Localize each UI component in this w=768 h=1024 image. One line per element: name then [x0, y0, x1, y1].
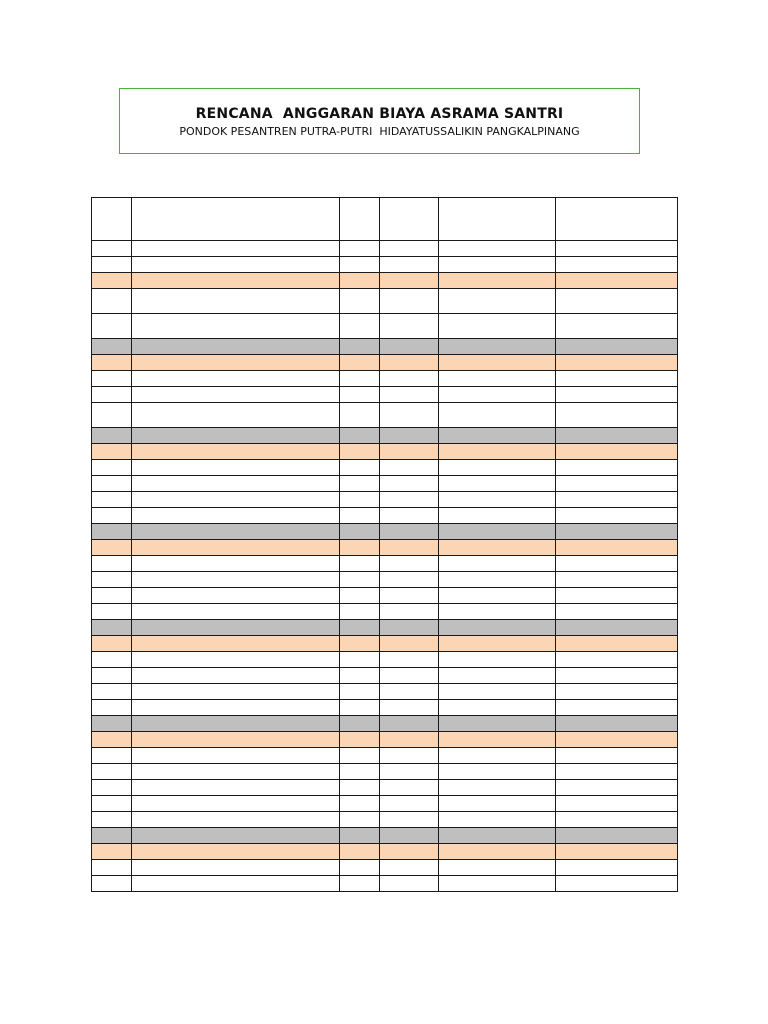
table-row: [92, 668, 678, 684]
price-cell: [439, 876, 556, 892]
description-cell: [132, 444, 340, 460]
unit-cell: [380, 540, 439, 556]
unit-cell: [380, 812, 439, 828]
unit-cell: [380, 620, 439, 636]
no-cell: [92, 700, 132, 716]
unit-cell: [380, 780, 439, 796]
description-cell: [132, 339, 340, 355]
table-row: [92, 387, 678, 403]
description-cell: [132, 748, 340, 764]
unit-cell: [380, 556, 439, 572]
price-cell: [439, 476, 556, 492]
no-cell: [92, 273, 132, 289]
no-cell: [92, 257, 132, 273]
no-cell: [92, 716, 132, 732]
qty-cell: [340, 764, 380, 780]
table-row: [92, 314, 678, 339]
table-row: [92, 371, 678, 387]
price-cell: [439, 460, 556, 476]
unit-cell: [380, 796, 439, 812]
qty-cell: [340, 444, 380, 460]
no-cell: [92, 540, 132, 556]
no-cell: [92, 588, 132, 604]
price-cell: [439, 812, 556, 828]
description-cell: [132, 492, 340, 508]
no-cell: [92, 371, 132, 387]
description-cell: [132, 716, 340, 732]
table-row: [92, 604, 678, 620]
description-cell: [132, 556, 340, 572]
unit-cell: [380, 524, 439, 540]
unit-cell: [380, 764, 439, 780]
description-cell: [132, 241, 340, 257]
description-cell: [132, 652, 340, 668]
total-cell: [556, 508, 678, 524]
price-cell: [439, 241, 556, 257]
no-cell: [92, 732, 132, 748]
qty-cell: [340, 387, 380, 403]
price-cell: [439, 428, 556, 444]
unit-cell: [380, 844, 439, 860]
total-cell: [556, 636, 678, 652]
description-cell: [132, 314, 340, 339]
qty-cell: [340, 588, 380, 604]
qty-cell: [340, 273, 380, 289]
price-cell: [439, 403, 556, 428]
total-cell: [556, 620, 678, 636]
qty-cell: [340, 604, 380, 620]
total-cell: [556, 355, 678, 371]
description-cell: [132, 796, 340, 812]
qty-cell: [340, 257, 380, 273]
price-cell: [439, 668, 556, 684]
unit-cell: [380, 241, 439, 257]
qty-cell: [340, 289, 380, 314]
no-cell: [92, 604, 132, 620]
description-cell: [132, 828, 340, 844]
price-cell: [439, 540, 556, 556]
description-cell: [132, 273, 340, 289]
table-row: [92, 492, 678, 508]
unit-cell: [380, 492, 439, 508]
total-cell: [556, 492, 678, 508]
price-cell: [439, 620, 556, 636]
no-cell: [92, 652, 132, 668]
qty-cell: [340, 314, 380, 339]
qty-cell: [340, 198, 380, 241]
no-cell: [92, 620, 132, 636]
description-cell: [132, 403, 340, 428]
total-cell: [556, 273, 678, 289]
table-row: [92, 876, 678, 892]
no-cell: [92, 289, 132, 314]
qty-cell: [340, 556, 380, 572]
total-cell: [556, 812, 678, 828]
document-title: RENCANA ANGGARAN BIAYA ASRAMA SANTRI: [195, 106, 564, 122]
total-cell: [556, 257, 678, 273]
qty-cell: [340, 876, 380, 892]
unit-cell: [380, 444, 439, 460]
total-cell: [556, 241, 678, 257]
subtotal-row: [92, 524, 678, 540]
price-cell: [439, 844, 556, 860]
total-cell: [556, 732, 678, 748]
unit-cell: [380, 700, 439, 716]
price-cell: [439, 636, 556, 652]
no-cell: [92, 444, 132, 460]
total-cell: [556, 540, 678, 556]
total-cell: [556, 198, 678, 241]
no-cell: [92, 403, 132, 428]
price-cell: [439, 572, 556, 588]
table-row: [92, 257, 678, 273]
unit-cell: [380, 289, 439, 314]
description-cell: [132, 860, 340, 876]
qty-cell: [340, 652, 380, 668]
total-cell: [556, 876, 678, 892]
description-cell: [132, 684, 340, 700]
qty-cell: [340, 241, 380, 257]
unit-cell: [380, 652, 439, 668]
price-cell: [439, 604, 556, 620]
total-cell: [556, 403, 678, 428]
price-cell: [439, 716, 556, 732]
price-cell: [439, 257, 556, 273]
price-cell: [439, 764, 556, 780]
unit-cell: [380, 828, 439, 844]
total-cell: [556, 428, 678, 444]
no-cell: [92, 796, 132, 812]
description-cell: [132, 604, 340, 620]
unit-cell: [380, 732, 439, 748]
table-row: [92, 460, 678, 476]
table-header-row: [92, 198, 678, 241]
no-cell: [92, 876, 132, 892]
no-cell: [92, 764, 132, 780]
total-cell: [556, 828, 678, 844]
price-cell: [439, 273, 556, 289]
description-cell: [132, 588, 340, 604]
price-cell: [439, 588, 556, 604]
unit-cell: [380, 508, 439, 524]
table-row: [92, 780, 678, 796]
unit-cell: [380, 403, 439, 428]
qty-cell: [340, 732, 380, 748]
budget-table: [91, 197, 678, 892]
price-cell: [439, 314, 556, 339]
description-cell: [132, 844, 340, 860]
price-cell: [439, 339, 556, 355]
table-row: [92, 748, 678, 764]
no-cell: [92, 198, 132, 241]
description-cell: [132, 572, 340, 588]
unit-cell: [380, 257, 439, 273]
total-cell: [556, 860, 678, 876]
unit-cell: [380, 716, 439, 732]
subtotal-row: [92, 828, 678, 844]
price-cell: [439, 700, 556, 716]
subtotal-row: [92, 620, 678, 636]
description-cell: [132, 257, 340, 273]
price-cell: [439, 524, 556, 540]
table-row: [92, 588, 678, 604]
document-title-box: [119, 88, 640, 154]
no-cell: [92, 636, 132, 652]
no-cell: [92, 812, 132, 828]
total-cell: [556, 668, 678, 684]
subtotal-row: [92, 428, 678, 444]
price-cell: [439, 684, 556, 700]
no-cell: [92, 684, 132, 700]
unit-cell: [380, 314, 439, 339]
no-cell: [92, 492, 132, 508]
no-cell: [92, 556, 132, 572]
qty-cell: [340, 636, 380, 652]
qty-cell: [340, 540, 380, 556]
table-row: [92, 684, 678, 700]
section-row: [92, 732, 678, 748]
no-cell: [92, 476, 132, 492]
qty-cell: [340, 460, 380, 476]
no-cell: [92, 314, 132, 339]
table-row: [92, 289, 678, 314]
qty-cell: [340, 508, 380, 524]
table-row: [92, 860, 678, 876]
total-cell: [556, 796, 678, 812]
table-row: [92, 508, 678, 524]
unit-cell: [380, 387, 439, 403]
qty-cell: [340, 780, 380, 796]
subtotal-row: [92, 339, 678, 355]
description-cell: [132, 620, 340, 636]
total-cell: [556, 387, 678, 403]
section-row: [92, 444, 678, 460]
description-cell: [132, 636, 340, 652]
total-cell: [556, 604, 678, 620]
qty-cell: [340, 844, 380, 860]
unit-cell: [380, 684, 439, 700]
total-cell: [556, 684, 678, 700]
qty-cell: [340, 371, 380, 387]
qty-cell: [340, 524, 380, 540]
no-cell: [92, 387, 132, 403]
description-cell: [132, 700, 340, 716]
table-row: [92, 572, 678, 588]
unit-cell: [380, 572, 439, 588]
unit-cell: [380, 604, 439, 620]
qty-cell: [340, 860, 380, 876]
total-cell: [556, 339, 678, 355]
section-row: [92, 355, 678, 371]
total-cell: [556, 476, 678, 492]
qty-cell: [340, 668, 380, 684]
qty-cell: [340, 403, 380, 428]
total-cell: [556, 588, 678, 604]
description-cell: [132, 668, 340, 684]
price-cell: [439, 732, 556, 748]
table-row: [92, 700, 678, 716]
unit-cell: [380, 636, 439, 652]
no-cell: [92, 460, 132, 476]
unit-cell: [380, 198, 439, 241]
total-cell: [556, 289, 678, 314]
total-cell: [556, 460, 678, 476]
qty-cell: [340, 748, 380, 764]
description-cell: [132, 732, 340, 748]
table-row: [92, 764, 678, 780]
price-cell: [439, 796, 556, 812]
description-cell: [132, 428, 340, 444]
price-cell: [439, 748, 556, 764]
subtotal-row: [92, 716, 678, 732]
unit-cell: [380, 476, 439, 492]
section-row: [92, 540, 678, 556]
description-cell: [132, 387, 340, 403]
unit-cell: [380, 371, 439, 387]
unit-cell: [380, 460, 439, 476]
price-cell: [439, 860, 556, 876]
unit-cell: [380, 860, 439, 876]
qty-cell: [340, 684, 380, 700]
price-cell: [439, 444, 556, 460]
price-cell: [439, 556, 556, 572]
description-cell: [132, 508, 340, 524]
qty-cell: [340, 796, 380, 812]
price-cell: [439, 198, 556, 241]
table-row: [92, 241, 678, 257]
no-cell: [92, 828, 132, 844]
table-row: [92, 403, 678, 428]
unit-cell: [380, 588, 439, 604]
unit-cell: [380, 876, 439, 892]
no-cell: [92, 339, 132, 355]
description-cell: [132, 371, 340, 387]
qty-cell: [340, 572, 380, 588]
no-cell: [92, 780, 132, 796]
description-cell: [132, 876, 340, 892]
budget-table-body: [92, 198, 678, 892]
description-cell: [132, 812, 340, 828]
description-cell: [132, 476, 340, 492]
price-cell: [439, 387, 556, 403]
section-row: [92, 636, 678, 652]
description-cell: [132, 460, 340, 476]
qty-cell: [340, 476, 380, 492]
unit-cell: [380, 273, 439, 289]
no-cell: [92, 508, 132, 524]
total-cell: [556, 748, 678, 764]
price-cell: [439, 652, 556, 668]
section-row: [92, 844, 678, 860]
no-cell: [92, 668, 132, 684]
total-cell: [556, 780, 678, 796]
table-row: [92, 796, 678, 812]
total-cell: [556, 700, 678, 716]
price-cell: [439, 371, 556, 387]
section-row: [92, 273, 678, 289]
total-cell: [556, 371, 678, 387]
qty-cell: [340, 620, 380, 636]
price-cell: [439, 492, 556, 508]
table-row: [92, 812, 678, 828]
price-cell: [439, 355, 556, 371]
price-cell: [439, 780, 556, 796]
price-cell: [439, 828, 556, 844]
description-cell: [132, 289, 340, 314]
description-cell: [132, 198, 340, 241]
no-cell: [92, 844, 132, 860]
unit-cell: [380, 339, 439, 355]
total-cell: [556, 764, 678, 780]
table-row: [92, 556, 678, 572]
qty-cell: [340, 339, 380, 355]
unit-cell: [380, 428, 439, 444]
qty-cell: [340, 428, 380, 444]
qty-cell: [340, 355, 380, 371]
qty-cell: [340, 716, 380, 732]
table-row: [92, 476, 678, 492]
unit-cell: [380, 355, 439, 371]
description-cell: [132, 524, 340, 540]
total-cell: [556, 572, 678, 588]
description-cell: [132, 764, 340, 780]
description-cell: [132, 540, 340, 556]
no-cell: [92, 524, 132, 540]
no-cell: [92, 860, 132, 876]
price-cell: [439, 289, 556, 314]
qty-cell: [340, 812, 380, 828]
total-cell: [556, 652, 678, 668]
description-cell: [132, 355, 340, 371]
no-cell: [92, 572, 132, 588]
total-cell: [556, 844, 678, 860]
no-cell: [92, 428, 132, 444]
total-cell: [556, 524, 678, 540]
no-cell: [92, 355, 132, 371]
qty-cell: [340, 492, 380, 508]
table-row: [92, 652, 678, 668]
no-cell: [92, 241, 132, 257]
total-cell: [556, 444, 678, 460]
qty-cell: [340, 828, 380, 844]
price-cell: [439, 508, 556, 524]
total-cell: [556, 314, 678, 339]
unit-cell: [380, 668, 439, 684]
unit-cell: [380, 748, 439, 764]
total-cell: [556, 556, 678, 572]
no-cell: [92, 748, 132, 764]
total-cell: [556, 716, 678, 732]
description-cell: [132, 780, 340, 796]
qty-cell: [340, 700, 380, 716]
document-subtitle: PONDOK PESANTREN PUTRA-PUTRI HIDAYATUSSALIKIN PANGKALPINANG: [179, 125, 580, 138]
